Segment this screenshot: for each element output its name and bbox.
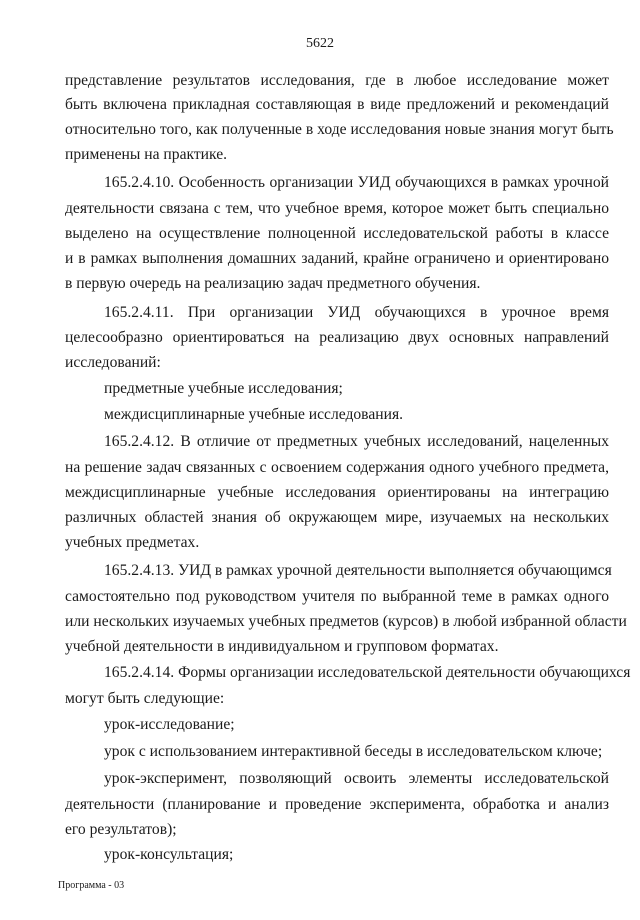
- paragraph-line: быть включена прикладная составляющая в виде предложений и рекомендаций: [65, 96, 609, 113]
- paragraph-line: деятельности (планирование и проведение эксперимента, обработка и анализ: [65, 796, 609, 813]
- paragraph-line: учебной деятельности в индивидуальном и групповом форматах.: [65, 638, 499, 655]
- paragraph-line: исследований:: [65, 354, 161, 371]
- paragraph-line: применены на практике.: [65, 146, 228, 163]
- paragraph-line: на решение задач связанных с освоением содержания одного учебного предмета,: [65, 459, 609, 476]
- paragraph-line: целесообразно ориентироваться на реализацию двух основных направлений: [65, 329, 609, 346]
- paragraph-line: 165.2.4.13. УИД в рамках урочной деятельности выполняется обучающимся: [104, 562, 612, 579]
- paragraph-line: могут быть следующие:: [65, 690, 225, 707]
- list-item: предметные учебные исследования;: [104, 380, 343, 397]
- paragraph-line: самостоятельно под руководством учителя по выбранной теме в рамках одного: [65, 588, 609, 605]
- paragraph-line: междисциплинарные учебные исследования ориентированы на интеграцию: [65, 484, 609, 501]
- list-item: урок-исследование;: [104, 716, 235, 733]
- paragraph-line: учебных предметах.: [65, 534, 200, 551]
- page-number: 5622: [306, 36, 334, 51]
- paragraph-line: выделено на осуществление полноценной исследовательской работы в классе: [65, 225, 609, 242]
- paragraph-line: 165.2.4.12. В отличие от предметных учебных исследований, нацеленных: [104, 433, 609, 450]
- footer-label: Программа - 03: [58, 880, 125, 891]
- paragraph-line: или нескольких изучаемых учебных предметов (курсов) в любой избранной области: [65, 613, 627, 630]
- paragraph-line: 165.2.4.10. Особенность организации УИД обучающихся в рамках урочной: [104, 174, 609, 191]
- paragraph-line: представление результатов исследования, где в любое исследование может: [65, 72, 609, 89]
- paragraph-line: 165.2.4.14. Формы организации исследовательской деятельности обучающихся: [104, 664, 631, 681]
- paragraph-line: относительно того, как полученные в ходе исследования новые знания могут быть: [65, 121, 614, 138]
- list-item: урок с использованием интерактивной беседы в исследовательском ключе;: [104, 743, 603, 760]
- paragraph-line: в первую очередь на реализацию задач предметного обучения.: [65, 275, 481, 292]
- list-item: урок-консультация;: [104, 846, 234, 863]
- list-item: урок-эксперимент, позволяющий освоить элементы исследовательской: [104, 770, 609, 787]
- list-item: междисциплинарные учебные исследования.: [104, 406, 404, 423]
- paragraph-line: 165.2.4.11. При организации УИД обучающихся в урочное время: [104, 304, 609, 321]
- paragraph-line: различных областей знания об окружающем мире, изучаемых на нескольких: [65, 509, 609, 526]
- paragraph-line: и в рамках выполнения домашних заданий, крайне ограничено и ориентировано: [65, 250, 609, 267]
- paragraph-line: его результатов);: [65, 821, 177, 838]
- paragraph-line: деятельности связана с тем, что учебное время, которое может быть специально: [65, 200, 609, 217]
